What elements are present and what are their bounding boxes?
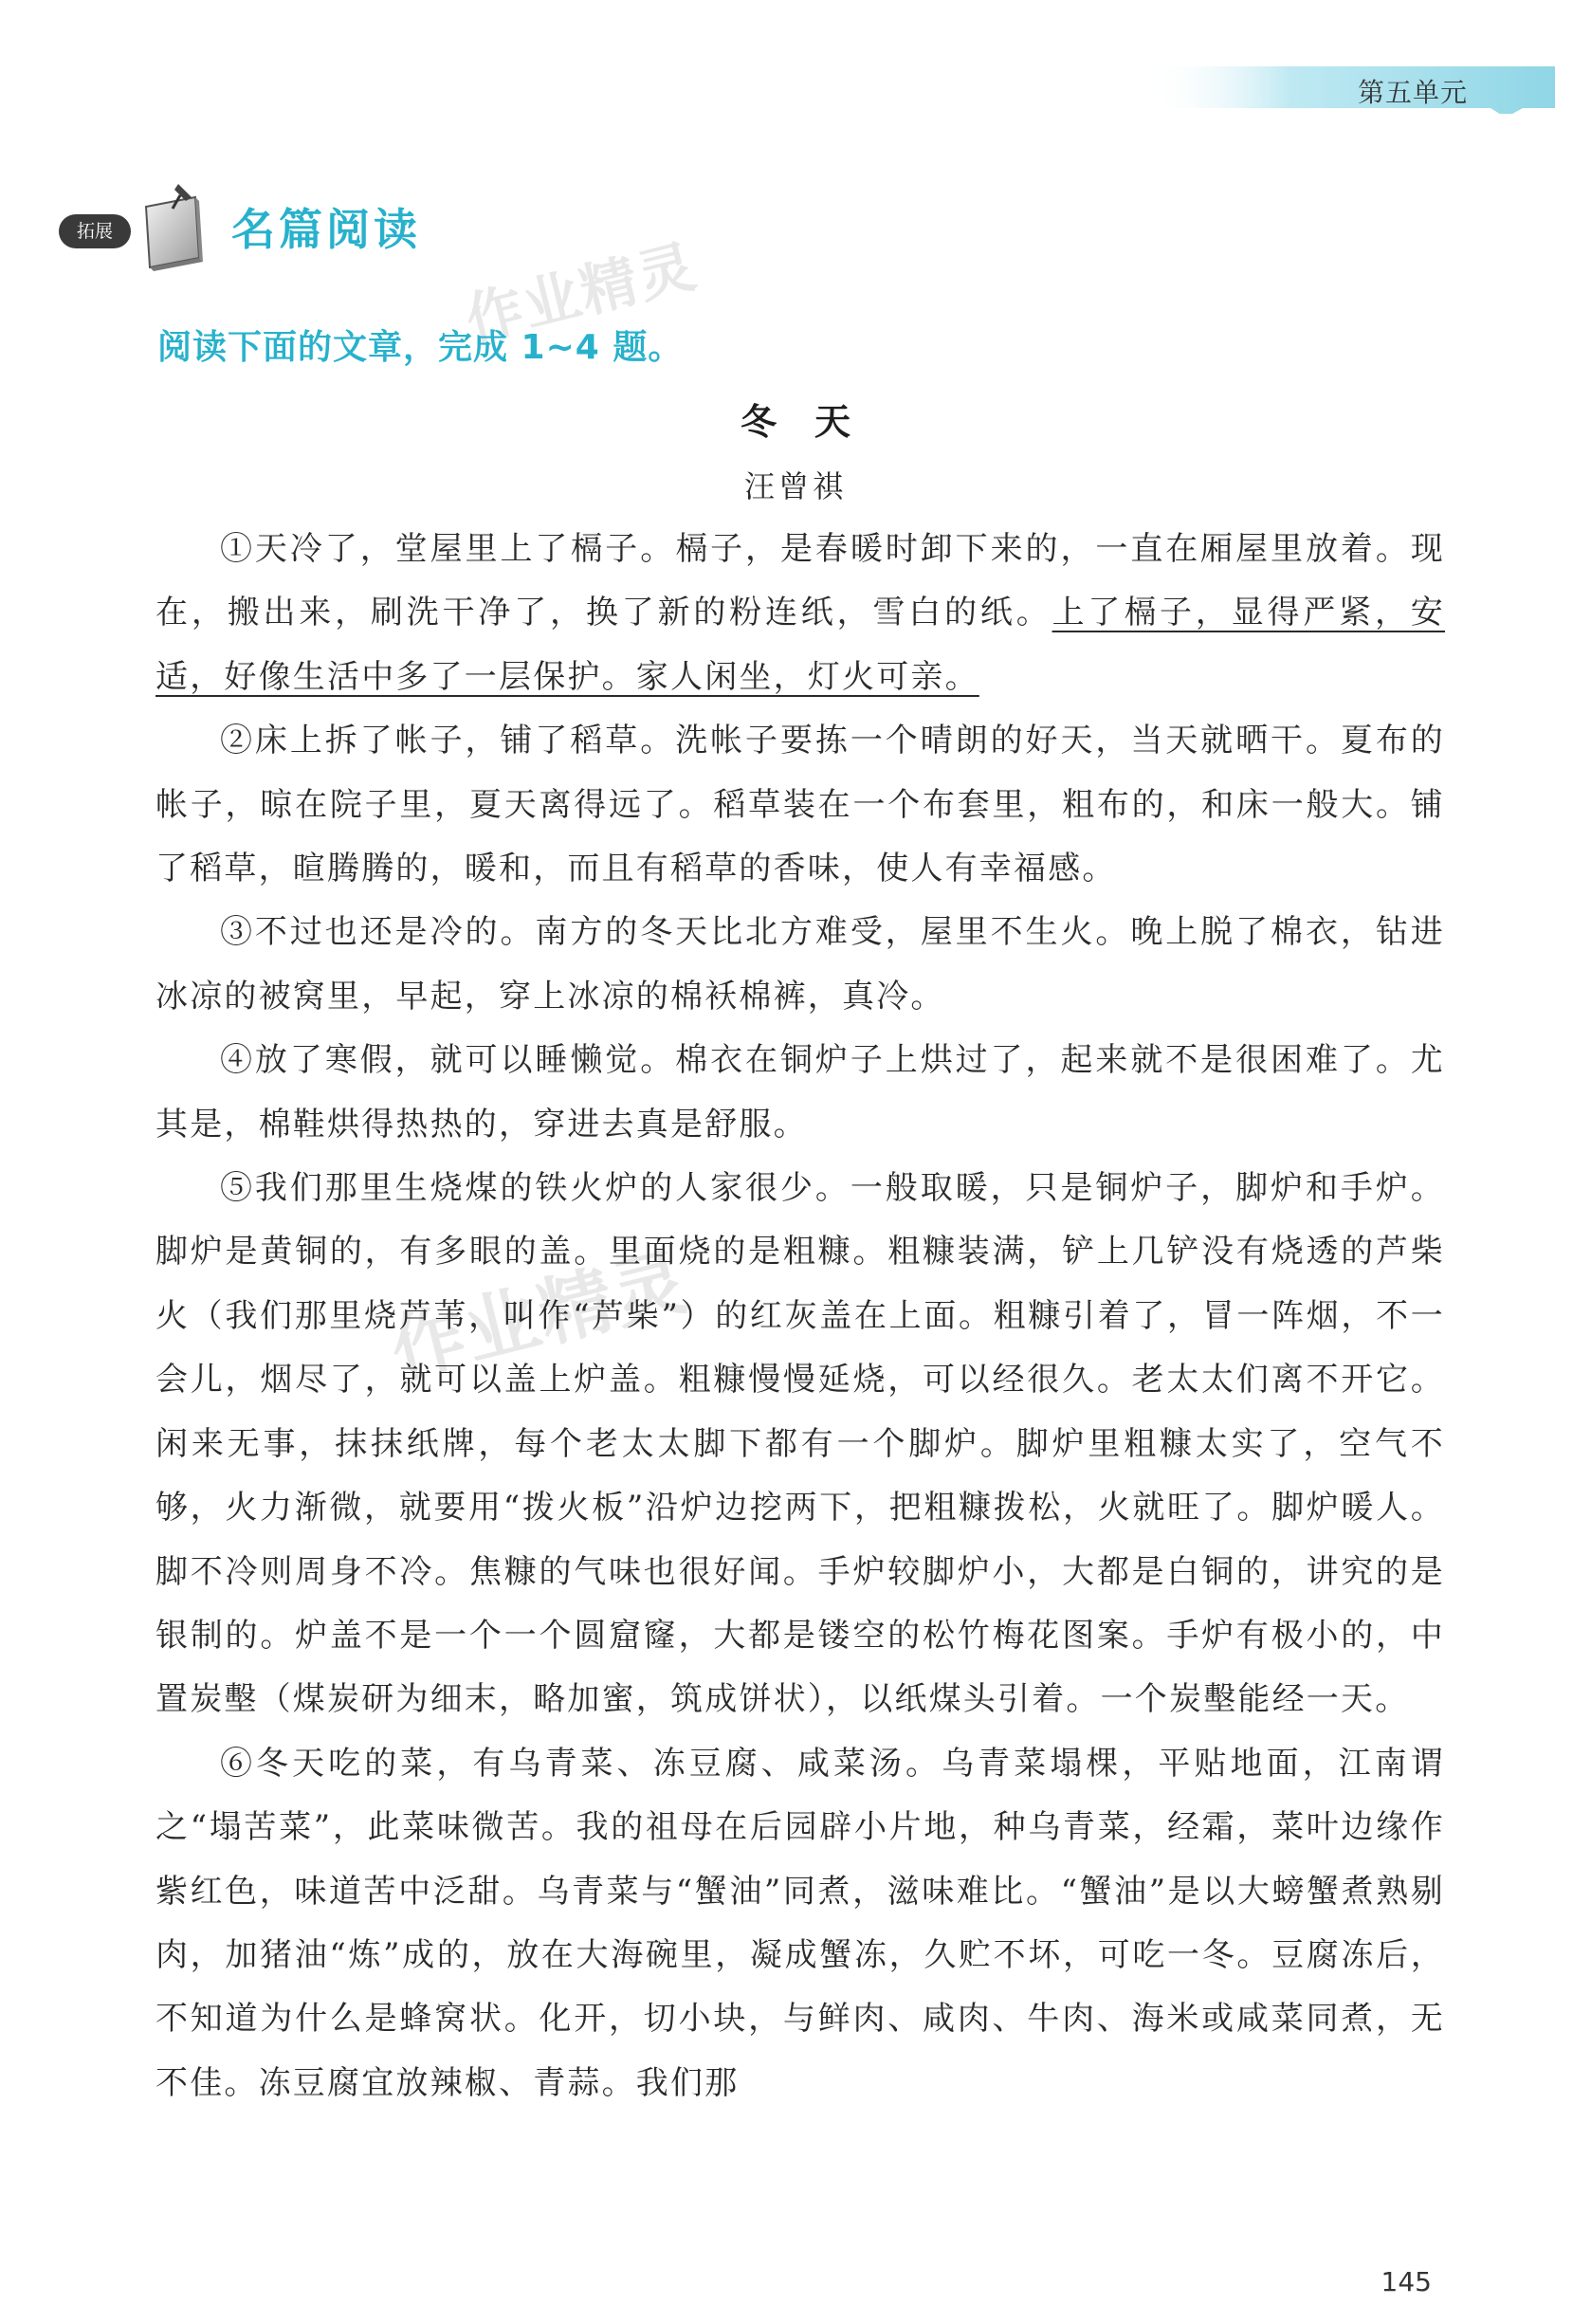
section-tag-badge: 拓展: [59, 214, 131, 248]
article-paragraph: ⑥冬天吃的菜，有乌青菜、冻豆腐、咸菜汤。乌青菜塌棵，平贴地面，江南谓之“塌苦菜”，此菜味微苦。我的祖母在后园辟小片地，种乌青菜，经霜，菜叶边缘作紫红色，味道苦中泛甜。乌青菜与“蟹油”同煮，滋味难比。“蟹油”是以大螃蟹煮熟剔肉，加猪油“炼”成的，放在大海碗里，凝成蟹冻，久贮不坏，可吃一冬。豆腐冻后，不知道为什么是蜂窝状。化开，切小块，与鲜肉、咸肉、牛肉、海米或咸菜同煮，无不佳。冻豆腐宜放辣椒、青蒜。我们那: [155, 1744, 1445, 2102]
page-number: 145: [1381, 2266, 1432, 2297]
book-pen-icon: [137, 180, 231, 275]
banner-ribbon-icon: [1147, 63, 1555, 114]
paragraph-text: ①天冷了，堂屋里上了槅子。槅子，是春暖时卸下来的，一直在厢屋里放着。现在，搬出来，刷洗干净了，换了新的粉连纸，雪白的纸。: [155, 530, 1445, 632]
article-paragraph: [155, 518, 1445, 709]
article-paragraph: ②床上拆了帐子，铺了稻草。洗帐子要拣一个晴朗的好天，当天就晒干。夏布的帐子，晾在院子里，夏天离得远了。稻草装在一个布套里，粗布的，和床一般大。铺了稻草，暄腾腾的，暖和，而且有稻草的香味，使人有幸福感。: [155, 722, 1445, 888]
reading-instruction: 阅读下面的文章，完成 1~4 题。: [157, 328, 684, 367]
unit-banner: [1147, 63, 1555, 114]
article-paragraph: ⑤我们那里生烧煤的铁火炉的人家很少。一般取暖，只是铜炉子，脚炉和手炉。脚炉是黄铜的，有多眼的盖。里面烧的是粗糠。粗糠装满，铲上几铲没有烧透的芦柴火（我们那里烧芦苇，叫作“芦柴”）的红灰盖在上面。粗糠引着了，冒一阵烟，不一会儿，烟尽了，就可以盖上炉盖。粗糠慢慢延烧，可以经很久。老太太们离不开它。闲来无事，抹抹纸牌，每个老太太脚下都有一个脚炉。脚炉里粗糠太实了，空气不够，火力渐微，就要用“拨火板”沿炉边挖两下，把粗糠拨松，火就旺了。脚炉暖人。脚不冷则周身不冷。焦糠的气味也很好闻。手炉较脚炉小，大都是白铜的，讲究的是银制的。炉盖不是一个一个圆窟窿，大都是镂空的松竹梅花图案。手炉有极小的，中置炭墼（煤炭研为细末，略加蜜，筑成饼状），以纸煤头引着。一个炭墼能经一天。: [155, 1169, 1445, 1719]
unit-label: 第五单元: [1357, 77, 1468, 108]
article-body: [155, 518, 1445, 2115]
article-author: 汪曾祺: [743, 468, 847, 504]
underlined-sentence: 上了槅子，显得严紧，安适，好像生活中多了一层保护。家人闲坐，灯火可亲。: [155, 594, 1446, 696]
watermark: 作业精灵: [382, 1238, 698, 1396]
section-title: 名篇阅读: [231, 204, 421, 255]
watermark: 作业精灵: [459, 232, 704, 355]
article-title: 冬天: [740, 400, 888, 443]
article-paragraph: ③不过也还是冷的。南方的冬天比北方难受，屋里不生火。晚上脱了棉衣，钻进冰凉的被窝里，早起，穿上冰凉的棉袄棉裤，真冷。: [155, 913, 1445, 1016]
article-paragraph: ④放了寒假，就可以睡懒觉。棉衣在铜炉子上烘过了，起来就不是很困难了。尤其是，棉鞋烘得热热的，穿进去真是舒服。: [155, 1041, 1445, 1144]
